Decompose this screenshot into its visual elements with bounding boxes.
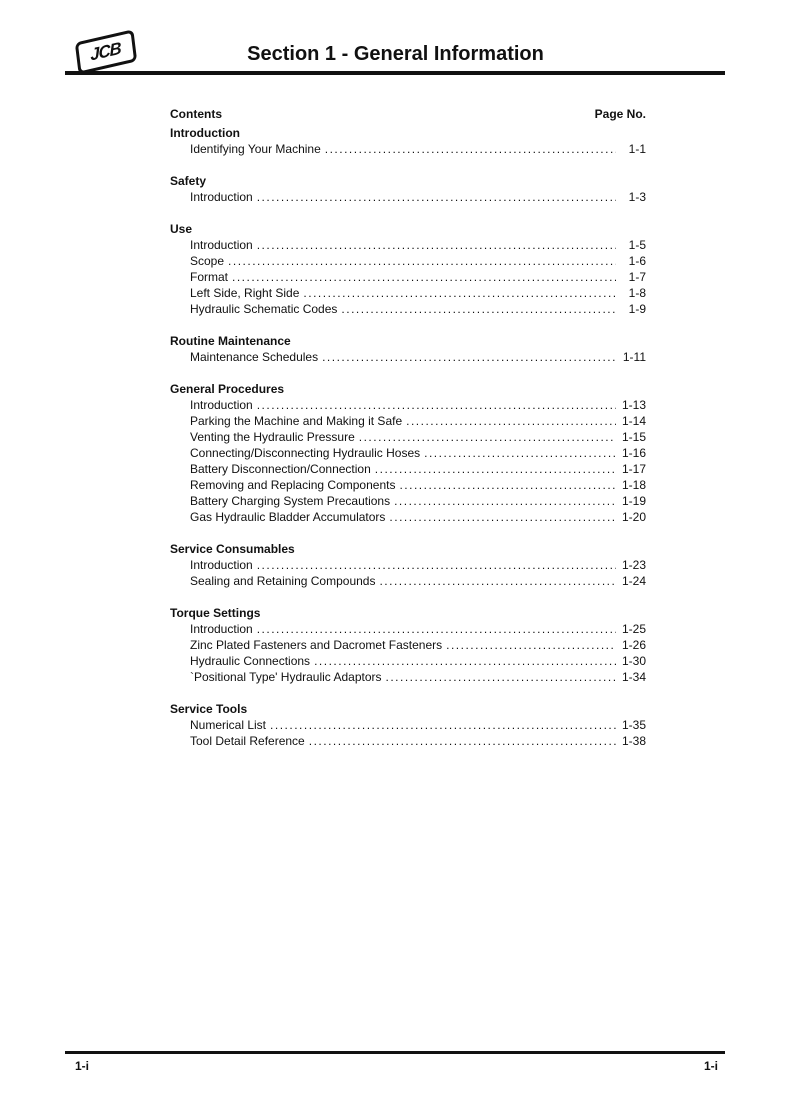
page-title: Section 1 - General Information: [247, 43, 544, 65]
toc-section-title: Service Tools: [170, 702, 248, 716]
toc-entry-label: Introduction: [190, 190, 253, 204]
toc-entry: [170, 413, 646, 429]
toc-section: [170, 173, 646, 205]
footer-page-number-right: 1-i: [703, 1059, 718, 1073]
dot-leader: [341, 301, 616, 317]
toc-section-title: Service Consumables: [170, 542, 295, 556]
page-no-label: Page No.: [594, 107, 646, 121]
dot-leader: [322, 349, 616, 365]
toc-entry-label: Hydraulic Connections: [190, 654, 311, 668]
dot-leader: [379, 573, 616, 589]
toc-entry-page: 1-26: [621, 638, 646, 652]
toc-entry-label: Removing and Replacing Components: [190, 478, 396, 492]
dot-leader: [309, 733, 616, 749]
toc-entry-page: 1-35: [621, 718, 646, 732]
dot-leader: [386, 669, 616, 685]
toc-entry-page: 1-38: [621, 734, 646, 748]
toc-entry-page: 1-19: [621, 494, 646, 508]
toc-entry: [170, 573, 646, 589]
dot-leader: [232, 269, 616, 285]
toc-entry-page: 1-15: [621, 430, 646, 444]
toc-entry: [170, 429, 646, 445]
toc-entry-page: 1-14: [621, 414, 646, 428]
toc-entry-label: Connecting/Disconnecting Hydraulic Hoses: [190, 446, 421, 460]
toc-entry-page: 1-20: [621, 510, 646, 524]
dot-leader: [314, 653, 616, 669]
dot-leader: [228, 253, 616, 269]
dot-leader: [303, 285, 616, 301]
toc-entry-label: Hydraulic Schematic Codes: [190, 302, 338, 316]
dot-leader: [257, 189, 616, 205]
dot-leader: [424, 445, 616, 461]
toc-entry: [170, 253, 646, 269]
toc-section-title: Safety: [170, 174, 207, 188]
toc-entry: [170, 141, 646, 157]
toc-entry: [170, 461, 646, 477]
toc-section: [170, 381, 646, 525]
footer-page-number-left: 1-i: [75, 1059, 90, 1073]
toc-entry-page: 1-13: [621, 398, 646, 412]
dot-leader: [394, 493, 616, 509]
toc-entry: [170, 733, 646, 749]
table-of-contents: [170, 106, 646, 765]
toc-entry-label: Introduction: [190, 622, 253, 636]
dot-leader: [406, 413, 616, 429]
jcb-logo-text: JCB: [90, 38, 122, 65]
toc-entry: [170, 237, 646, 253]
toc-entry: [170, 669, 646, 685]
toc-entry-label: Identifying Your Machine: [190, 142, 321, 156]
toc-entry-page: 1-9: [628, 302, 646, 316]
dot-leader: [257, 397, 616, 413]
footer-row: [75, 1059, 718, 1073]
toc-entry-page: 1-25: [621, 622, 646, 636]
toc-entry-page: 1-8: [628, 286, 646, 300]
toc-entry-label: Numerical List: [190, 718, 267, 732]
toc-entry-label: Tool Detail Reference: [190, 734, 305, 748]
toc-entry-page: 1-6: [628, 254, 646, 268]
toc-section: [170, 333, 646, 365]
toc-entry: [170, 509, 646, 525]
toc-entry: [170, 621, 646, 637]
dot-leader: [257, 557, 616, 573]
header-rule: [65, 71, 725, 75]
toc-section-title: Introduction: [170, 126, 240, 140]
toc-entry: [170, 445, 646, 461]
dot-leader: [325, 141, 616, 157]
toc-entry-label: Introduction: [190, 398, 253, 412]
toc-section: [170, 125, 646, 157]
toc-entry: [170, 557, 646, 573]
toc-entry: [170, 349, 646, 365]
toc-section-title: General Procedures: [170, 382, 285, 396]
toc-entry-page: 1-17: [621, 462, 646, 476]
toc-section: [170, 221, 646, 317]
dot-leader: [375, 461, 616, 477]
toc-entry-label: Battery Charging System Precautions: [190, 494, 391, 508]
toc-entry-page: 1-18: [621, 478, 646, 492]
dot-leader: [257, 621, 616, 637]
toc-entry: [170, 493, 646, 509]
toc-entry-page: 1-30: [621, 654, 646, 668]
toc-entry: [170, 269, 646, 285]
toc-entry-page: 1-1: [628, 142, 646, 156]
toc-entry-label: Scope: [190, 254, 225, 268]
toc-entry: [170, 189, 646, 205]
toc-entry-page: 1-11: [622, 350, 646, 364]
toc-entry-page: 1-24: [621, 574, 646, 588]
toc-entry-label: Introduction: [190, 238, 253, 252]
dot-leader: [270, 717, 616, 733]
toc-entry-page: 1-16: [621, 446, 646, 460]
toc-entry-label: Maintenance Schedules: [190, 350, 319, 364]
toc-entry-label: Venting the Hydraulic Pressure: [190, 430, 355, 444]
toc-section: [170, 701, 646, 749]
toc-section-title: Routine Maintenance: [170, 334, 291, 348]
toc-entry-label: Sealing and Retaining Compounds: [190, 574, 376, 588]
toc-entry-label: Zinc Plated Fasteners and Dacromet Fasteners: [190, 638, 443, 652]
toc-entry-label: Format: [190, 270, 229, 284]
toc-entry: [170, 285, 646, 301]
toc-entry: [170, 653, 646, 669]
toc-entry: [170, 301, 646, 317]
contents-label: Contents: [170, 107, 222, 121]
toc-sections: [170, 125, 646, 749]
toc-entry-label: Left Side, Right Side: [190, 286, 300, 300]
toc-entry-label: Parking the Machine and Making it Safe: [190, 414, 403, 428]
toc-entry-label: `Positional Type' Hydraulic Adaptors: [190, 670, 382, 684]
toc-entry-page: 1-34: [621, 670, 646, 684]
toc-entry: [170, 397, 646, 413]
dot-leader: [446, 637, 616, 653]
toc-section: [170, 605, 646, 685]
toc-section: [170, 541, 646, 589]
toc-entry: [170, 637, 646, 653]
dot-leader: [359, 429, 616, 445]
toc-entry-page: 1-5: [628, 238, 646, 252]
toc-section-title: Torque Settings: [170, 606, 261, 620]
toc-entry: [170, 717, 646, 733]
toc-entry-page: 1-3: [628, 190, 646, 204]
dot-leader: [257, 237, 616, 253]
toc-entry-page: 1-23: [621, 558, 646, 572]
dot-leader: [389, 509, 616, 525]
toc-entry-page: 1-7: [628, 270, 646, 284]
toc-header-row: [170, 106, 646, 122]
toc-entry-label: Gas Hydraulic Bladder Accumulators: [190, 510, 386, 524]
toc-entry-label: Introduction: [190, 558, 253, 572]
toc-entry: [170, 477, 646, 493]
footer-rule: [65, 1051, 725, 1054]
dot-leader: [399, 477, 616, 493]
toc-section-title: Use: [170, 222, 193, 236]
toc-entry-label: Battery Disconnection/Connection: [190, 462, 371, 476]
